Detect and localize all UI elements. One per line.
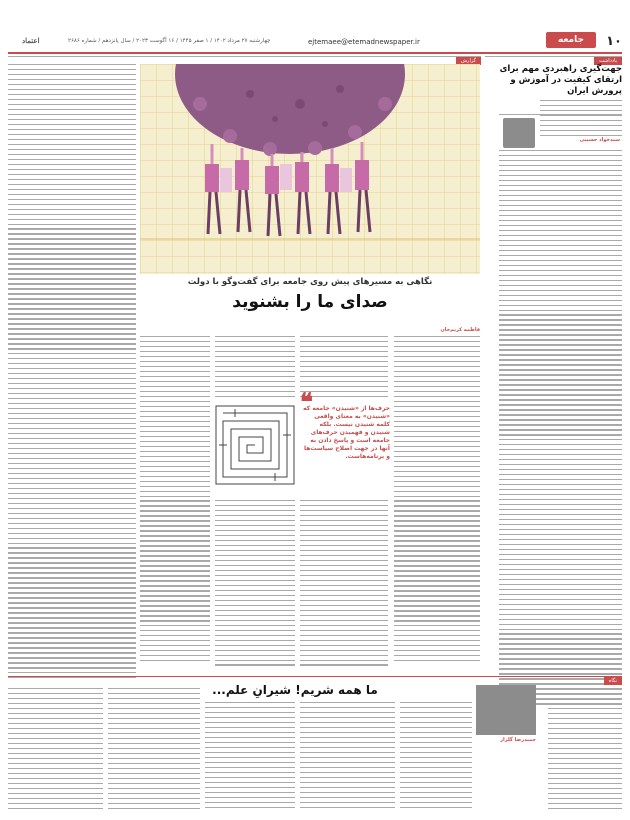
report-title: صدای ما را بشنوید — [232, 292, 388, 312]
left-column-text — [8, 64, 136, 682]
report-column-4 — [140, 336, 210, 665]
bottom-title: ما همه شریم! شیرانِ علم... — [212, 683, 378, 697]
bottom-author: حمیدرضا گلزار — [500, 737, 536, 743]
report-kicker: گزارش — [456, 57, 481, 65]
note-body-text-2 — [499, 150, 622, 708]
date-line: چهارشنبه ۲۷ مرداد ۱۴۰۲ / ۱ صفر ۱۴۴۵ / ۱۶ آگوست ۲۰۲۳ / سال پانزدهم / شماره ۲۶۸۶ — [68, 38, 271, 44]
note-kicker: یادداشت — [594, 57, 622, 65]
section-email[interactable]: ejtemaee@etemadnewspaper.ir — [308, 38, 420, 46]
bottom-column-6 — [8, 688, 103, 813]
page-number: ۱۰ — [606, 34, 622, 49]
report-column-3 — [215, 336, 295, 401]
bottom-column-2 — [400, 702, 472, 812]
quote-mark-icon: ❝ — [300, 387, 313, 416]
bottom-author-box — [476, 685, 544, 743]
bottom-column-3 — [300, 702, 395, 812]
report-column-3b — [215, 500, 295, 669]
author-photo — [476, 685, 536, 735]
report-illustration — [140, 64, 480, 274]
pull-quote — [300, 387, 390, 495]
maze-graphic — [215, 405, 295, 485]
author-photo — [503, 118, 535, 148]
report-column-1 — [394, 336, 480, 665]
note-title: جهت‌گیری‌ راهبردی مهم برای ارتقای کیفیت در آموزش و پرورش ایران — [499, 64, 622, 96]
note-author: سیدجواد حسینی — [579, 137, 620, 143]
report-column-2 — [300, 336, 388, 401]
pull-quote-text: حرف‌ها از «شنیدن» جامعه که «شنیدن» به معنای واقعی کلمه شنیدن نیست. بلکه شنیدن و فهمیدن حرف‌های جامعه است و پاسخ دادن به آنها در جهت اصلاح سیاست‌ها و برنامه‌هاست. — [303, 405, 390, 460]
section-label: جامعه — [546, 32, 596, 48]
newspaper-logo: اعتماد — [22, 36, 40, 45]
report-subtitle: نگاهی به مسیرهای پیش روی جامعه برای گفت‌وگو با دولت — [187, 277, 433, 287]
note-body-text-1 — [540, 100, 622, 140]
report-column-2b — [300, 500, 388, 669]
report-author: فاطمه کریم‌خان — [440, 327, 480, 333]
bottom-column-1 — [548, 688, 622, 813]
bottom-kicker: نگاه — [604, 677, 622, 685]
bottom-column-5 — [108, 688, 200, 813]
page-header — [8, 36, 622, 54]
bottom-column-4 — [205, 702, 295, 812]
note-column — [499, 64, 622, 143]
